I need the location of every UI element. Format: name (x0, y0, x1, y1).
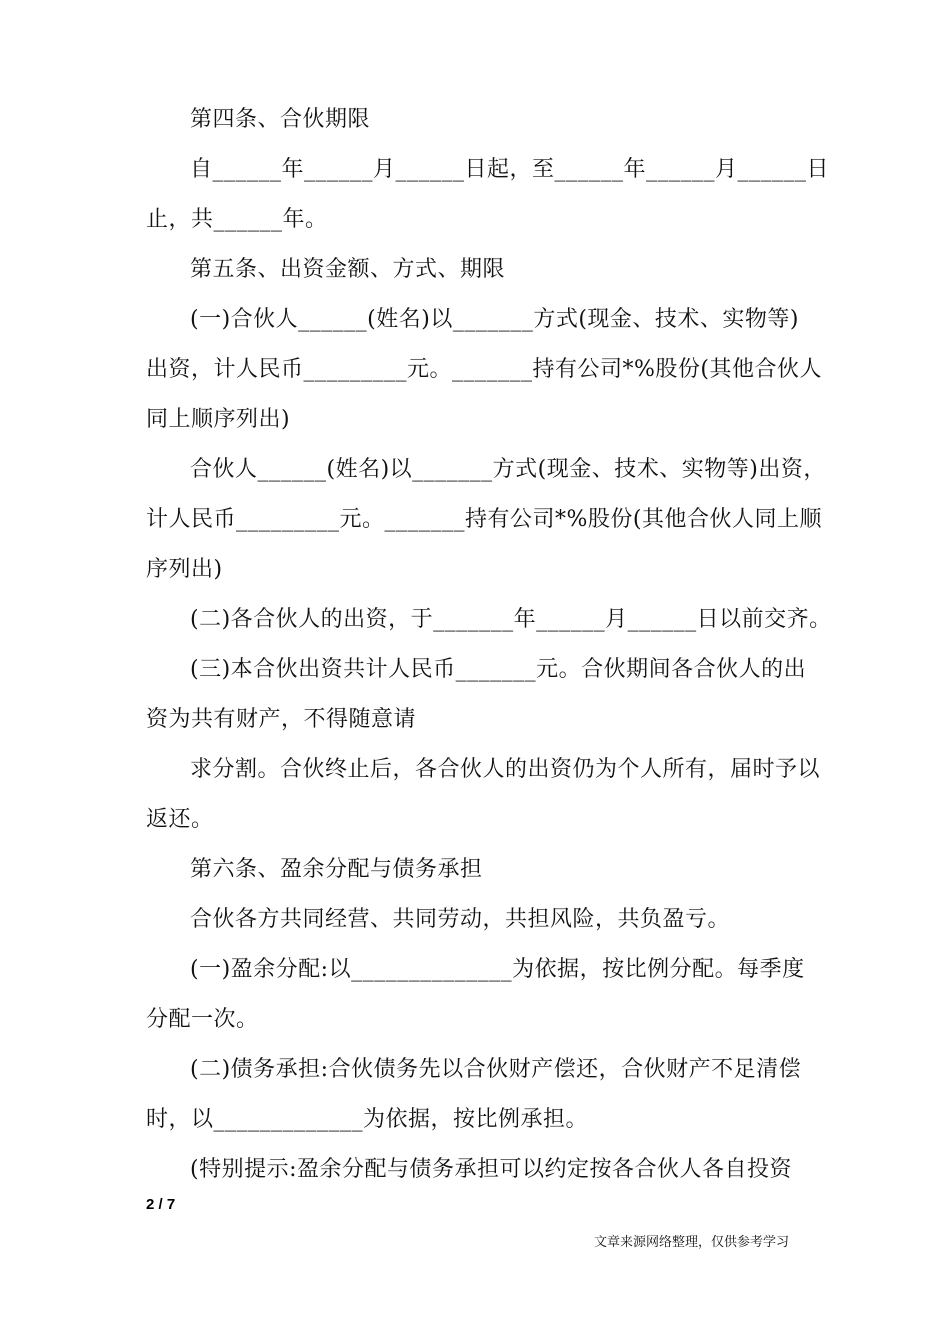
article-5-heading: 第五条、出资金额、方式、期限 (190, 257, 506, 282)
paragraph-line: 出资，计人民币_________元。_______持有公司*%股份(其他合伙人 (146, 357, 822, 382)
article-6-heading: 第六条、盈余分配与债务承担 (190, 857, 483, 882)
paragraph-line: 资为共有财产，不得随意请 (146, 707, 417, 732)
paragraph-line: 时，以_____________为依据，按比例承担。 (146, 1107, 589, 1132)
page-number: 2 / 7 (146, 1196, 176, 1213)
paragraph-line: (一)合伙人______(姓名)以_______方式(现金、技术、实物等) (190, 307, 799, 332)
paragraph-line: 合伙人______(姓名)以_______方式(现金、技术、实物等)出资， (190, 457, 826, 482)
paragraph-line: 同上顺序列出) (146, 407, 291, 432)
paragraph-line: 分配一次。 (146, 1007, 259, 1032)
paragraph-line: 计人民币_________元。_______持有公司*%股份(其他合伙人同上顺 (146, 507, 822, 532)
paragraph-line: 返还。 (146, 807, 214, 832)
paragraph-line: 求分割。合伙终止后，各合伙人的出资仍为个人所有，届时予以 (190, 757, 821, 782)
footer-note: 文章来源网络整理，仅供参考学习 (594, 1235, 790, 1250)
paragraph-line: (特别提示:盈余分配与债务承担可以约定按各合伙人各自投资 (190, 1157, 792, 1182)
paragraph-line: (二)债务承担:合伙债务先以合伙财产偿还，合伙财产不足清偿 (190, 1057, 802, 1082)
paragraph-line: (三)本合伙出资共计人民币_______元。合伙期间各合伙人的出 (190, 657, 807, 682)
paragraph-line: (一)盈余分配:以______________为依据，按比例分配。每季度 (190, 957, 805, 982)
article-4-heading: 第四条、合伙期限 (190, 107, 371, 132)
paragraph-line: 止，共______年。 (146, 207, 328, 232)
paragraph-line: (二)各合伙人的出资，于_______年______月______日以前交齐。 (190, 607, 832, 632)
paragraph-line: 序列出) (146, 557, 223, 582)
paragraph-line: 合伙各方共同经营、共同劳动，共担风险，共负盈亏。 (190, 907, 731, 932)
paragraph-line: 自______年______月______日起，至______年______月______日 (190, 157, 830, 182)
